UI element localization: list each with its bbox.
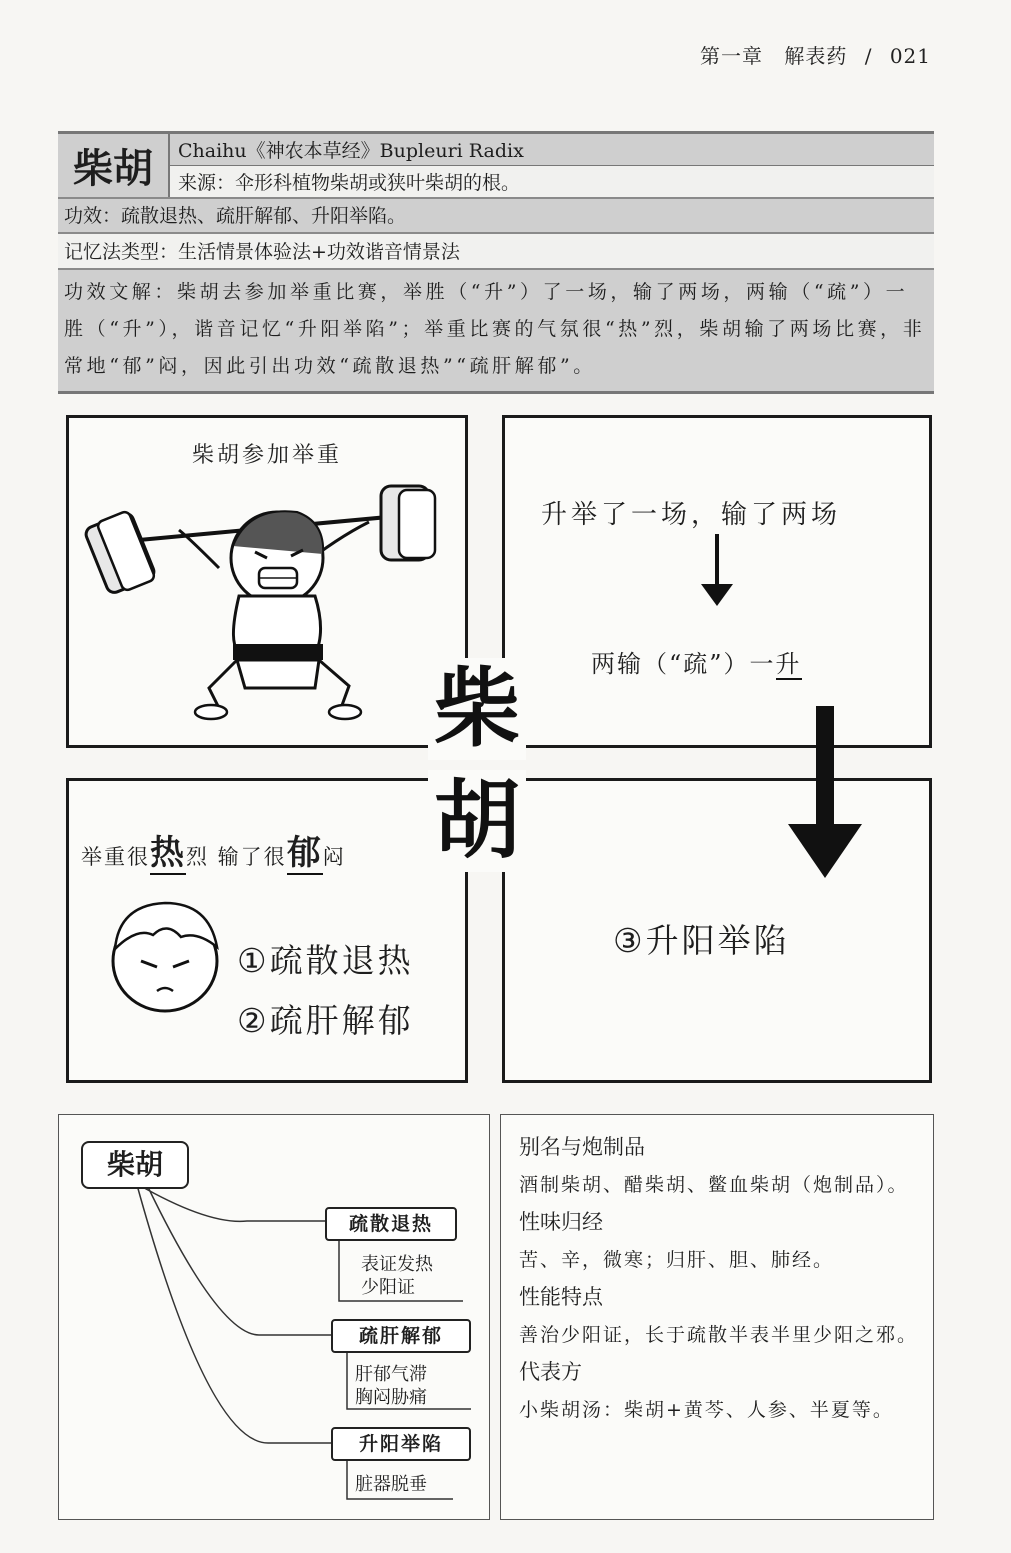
- down-arrow-icon: [697, 532, 737, 608]
- herb-name: 柴胡: [58, 134, 170, 197]
- alias-text: 酒制柴胡、醋柴胡、鳖血柴胡（炮制品）。: [519, 1174, 909, 1196]
- feature-text: 善治少阳证，长于疏散半表半里少阳之邪。: [519, 1324, 919, 1346]
- formula-heading: 代表方: [519, 1360, 582, 1384]
- herb-info-table: [58, 131, 934, 394]
- formula-text: 小柴胡汤：柴胡+黄芩、人参、半夏等。: [519, 1399, 894, 1421]
- branch-2-leaf-1: 肝郁气滞: [355, 1364, 427, 1385]
- center-char-2: 胡: [428, 770, 526, 872]
- panel3-item1: ①疏散退热: [237, 941, 414, 980]
- panel2-line2: [591, 644, 802, 679]
- chapter-label: 第一章: [699, 44, 763, 68]
- running-header: [700, 40, 931, 69]
- mind-map: [58, 1114, 490, 1520]
- panel3-emph-depression: 郁: [286, 833, 323, 873]
- nature-text: 苦、辛，微寒；归肝、胆、肺经。: [519, 1249, 835, 1271]
- big-down-arrow-icon: [788, 706, 868, 882]
- sad-face-illustration: [97, 891, 233, 1019]
- panel3-text-a: 举重很: [81, 845, 150, 869]
- panel3-emph-heat: 热: [150, 833, 186, 873]
- comic-panel-weightlifting: [66, 415, 468, 748]
- panel1-caption: 柴胡参加举重: [191, 443, 342, 468]
- mind-map-root: 柴胡: [81, 1141, 189, 1189]
- panel3-text-b: 烈 输了很: [186, 845, 287, 869]
- comic-panel-lift-result: [502, 415, 932, 748]
- panel3-text-c: 闷: [322, 845, 346, 869]
- herb-details: [500, 1114, 934, 1520]
- panel2-line2-emph: 升: [775, 650, 802, 678]
- alias-heading: 别名与炮制品: [519, 1135, 645, 1159]
- header-separator: /: [864, 44, 873, 68]
- branch-node-3: 升阳举陷: [331, 1427, 471, 1461]
- panel3-item2: ②疏肝解郁: [237, 1001, 414, 1040]
- center-char-1: 柴: [428, 658, 526, 760]
- herb-title-row: [58, 131, 934, 197]
- comic-panel-efficacy-1-2: [66, 778, 468, 1083]
- herb-source: 来源：伞形科植物柴胡或狭叶柴胡的根。: [170, 165, 934, 197]
- nature-heading: 性味归经: [519, 1210, 603, 1234]
- panel3-caption: [81, 825, 346, 874]
- herb-efficacy: 功效：疏散退热、疏肝解郁、升阳举陷。: [58, 197, 934, 232]
- branch-1-leaf-2: 少阳证: [361, 1277, 415, 1298]
- herb-memory-type: 记忆法类型：生活情景体验法+功效谐音情景法: [58, 232, 934, 268]
- section-label: 解表药: [784, 44, 848, 68]
- panel2-line2-prefix: 两输（“疏”）一: [591, 650, 776, 678]
- herb-explanation: 功效文解：柴胡去参加举重比赛，举胜（“升”）了一场，输了两场，两输（“疏”）一胜（“升”），谐音记忆“升阳举陷”；举重比赛的气氛很“热”烈，柴胡输了两场比赛，非常地“郁”闷，因此引出功效“疏散退热”“疏肝解郁”。: [58, 268, 934, 394]
- branch-1-leaf-1: 表证发热: [361, 1254, 433, 1275]
- herb-latin-line: Chaihu《神农本草经》Bupleuri Radix: [178, 140, 524, 162]
- branch-2-leaf-2: 胸闷胁痛: [355, 1387, 427, 1408]
- branch-3-leaf-1: 脏器脱垂: [355, 1474, 427, 1495]
- feature-heading: 性能特点: [519, 1285, 603, 1309]
- branch-node-1: 疏散退热: [325, 1207, 457, 1241]
- panel4-item3: ③升阳举陷: [613, 921, 790, 960]
- panel2-line1: 升举了一场，输了两场: [541, 500, 842, 530]
- weightlifter-illustration: [69, 418, 465, 745]
- branch-node-2: 疏肝解郁: [331, 1319, 471, 1353]
- page-number: 021: [889, 44, 931, 68]
